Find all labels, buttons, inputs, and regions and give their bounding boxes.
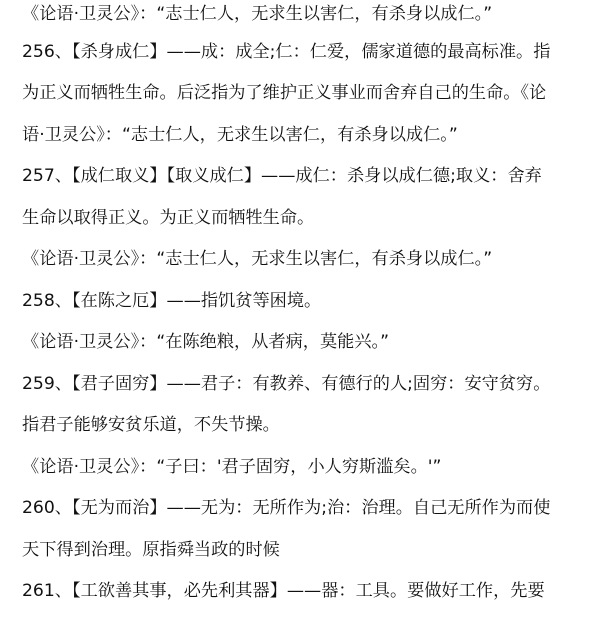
text-line-8: 258、【在陈之厄】——指饥贫等困境。 bbox=[22, 291, 322, 311]
text-line-4: 语·卫灵公》：“志士仁人，无求生以害仁，有杀身以成仁。” bbox=[22, 125, 458, 145]
text-line-1: 《论语·卫灵公》：“志士仁人，无求生以害仁，有杀身以成仁。” bbox=[22, 4, 493, 24]
text-line-2: 256、【杀身成仁】——成：成全;仁：仁爱，儒家道德的最高标准。指 bbox=[22, 42, 551, 62]
text-line-3: 为正义而牺牲生命。后泛指为了维护正义事业而舍弃自己的生命。《论 bbox=[22, 83, 547, 103]
text-line-12: 《论语·卫灵公》：“子曰：'君子固穷，小人穷斯滥矣。'” bbox=[22, 457, 442, 477]
text-line-7: 《论语·卫灵公》：“志士仁人，无求生以害仁，有杀身以成仁。” bbox=[22, 249, 493, 269]
text-line-5: 257、【成仁取义】【取义成仁】——成仁：杀身以成仁德;取义：舍弃 bbox=[22, 166, 542, 186]
text-line-13: 260、【无为而治】——无为：无所作为;治：治理。自己无所作为而使 bbox=[22, 498, 551, 518]
text-line-14: 天下得到治理。原指舜当政的时候 bbox=[22, 540, 280, 560]
text-line-9: 《论语·卫灵公》：“在陈绝粮，从者病，莫能兴。” bbox=[22, 332, 390, 352]
text-line-15: 261、【工欲善其事，必先利其器】——器：工具。要做好工作，先要 bbox=[22, 581, 545, 601]
text-line-11: 指君子能够安贫乐道，不失节操。 bbox=[22, 415, 280, 435]
text-line-6: 生命以取得正义。为正义而牺牲生命。 bbox=[22, 208, 315, 228]
text-line-10: 259、【君子固穷】——君子：有教养、有德行的人;固穷：安守贫穷。 bbox=[22, 374, 551, 394]
